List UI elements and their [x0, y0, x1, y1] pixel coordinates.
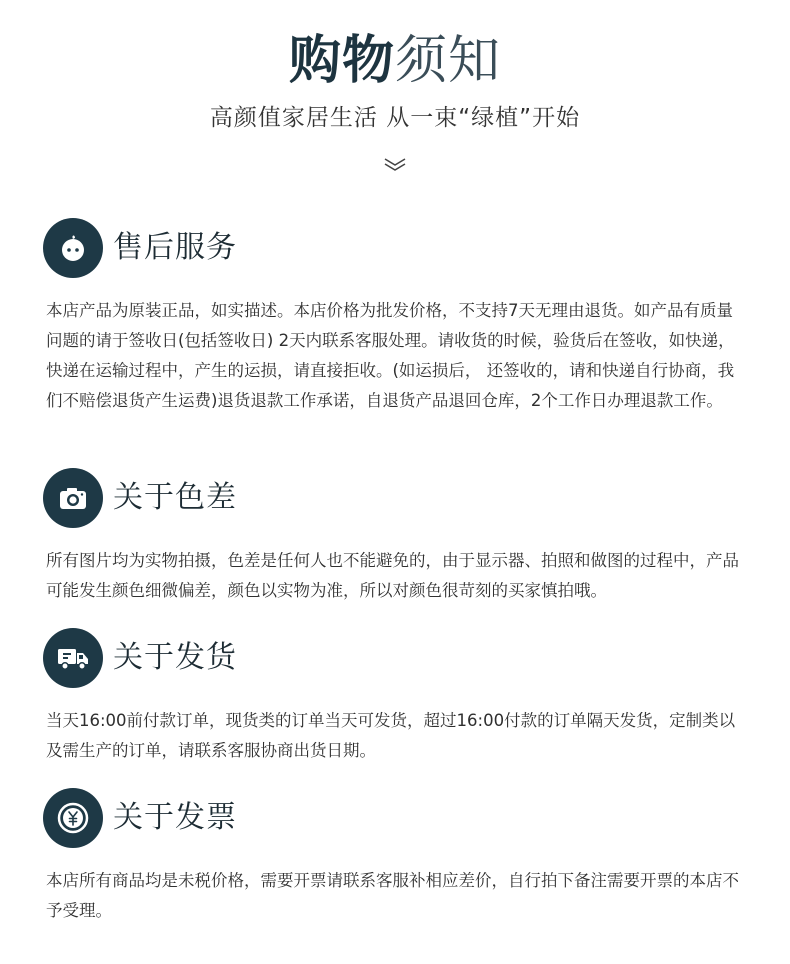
section-icon-circle: [43, 218, 103, 278]
page-title-bold: 购物: [288, 31, 395, 91]
section-icon-circle: [43, 788, 103, 848]
bird-face-icon: [56, 231, 90, 265]
truck-icon: [55, 640, 91, 676]
section-body-invoice: 本店所有商品均是未税价格，需要开票请联系客服补相应差价，自行拍下备注需要开票的本店不予受理。: [46, 871, 739, 920]
section-icon-circle: [43, 628, 103, 688]
double-chevron-down-icon: [383, 157, 407, 173]
section-body-after-sales: 本店产品为原装正品，如实描述。本店价格为批发价格，不支持7天无理由退货。如产品有质量问题的请于签收日(包括签收日) 2天内联系客服处理。请收货的时候，验货后在签收，如快递，快递在运输过程中，产生的运损，请直接拒收。(如运损后， 还签收的，请和快递自行协商，我们不赔偿退货产生运费)退货退款工作承诺，自退货产品退回仓库，2个工作日办理退款工作。: [46, 301, 735, 410]
section-shipping-header: [43, 628, 237, 688]
section-after-sales-header: [43, 218, 237, 278]
section-invoice-header: [43, 788, 237, 848]
page-subtitle: 高颜值家居生活 从一束“绿植”开始: [209, 105, 581, 131]
section-title-color: 关于色差: [113, 480, 237, 515]
section-body-color: 所有图片均为实物拍摄，色差是任何人也不能避免的，由于显示器、拍照和做图的过程中，产品可能发生颜色细微偏差，颜色以实物为准，所以对颜色很苛刻的买家慎拍哦。: [46, 551, 739, 600]
camera-icon: [56, 481, 90, 515]
page-title: [0, 28, 790, 94]
section-color-header: [43, 468, 237, 528]
section-body-shipping: 当天16:00前付款订单，现货类的订单当天可发货，超过16:00付款的订单隔天发货，定制类以及需生产的订单，请联系客服协商出货日期。: [46, 711, 736, 760]
page-title-light: 须知: [395, 31, 502, 91]
section-icon-circle: [43, 468, 103, 528]
section-title-shipping: 关于发货: [113, 640, 237, 675]
section-title-after-sales: 售后服务: [113, 230, 237, 265]
yen-coin-icon: [55, 800, 91, 836]
page-header: [0, 28, 790, 134]
section-title-invoice: 关于发票: [113, 800, 237, 835]
